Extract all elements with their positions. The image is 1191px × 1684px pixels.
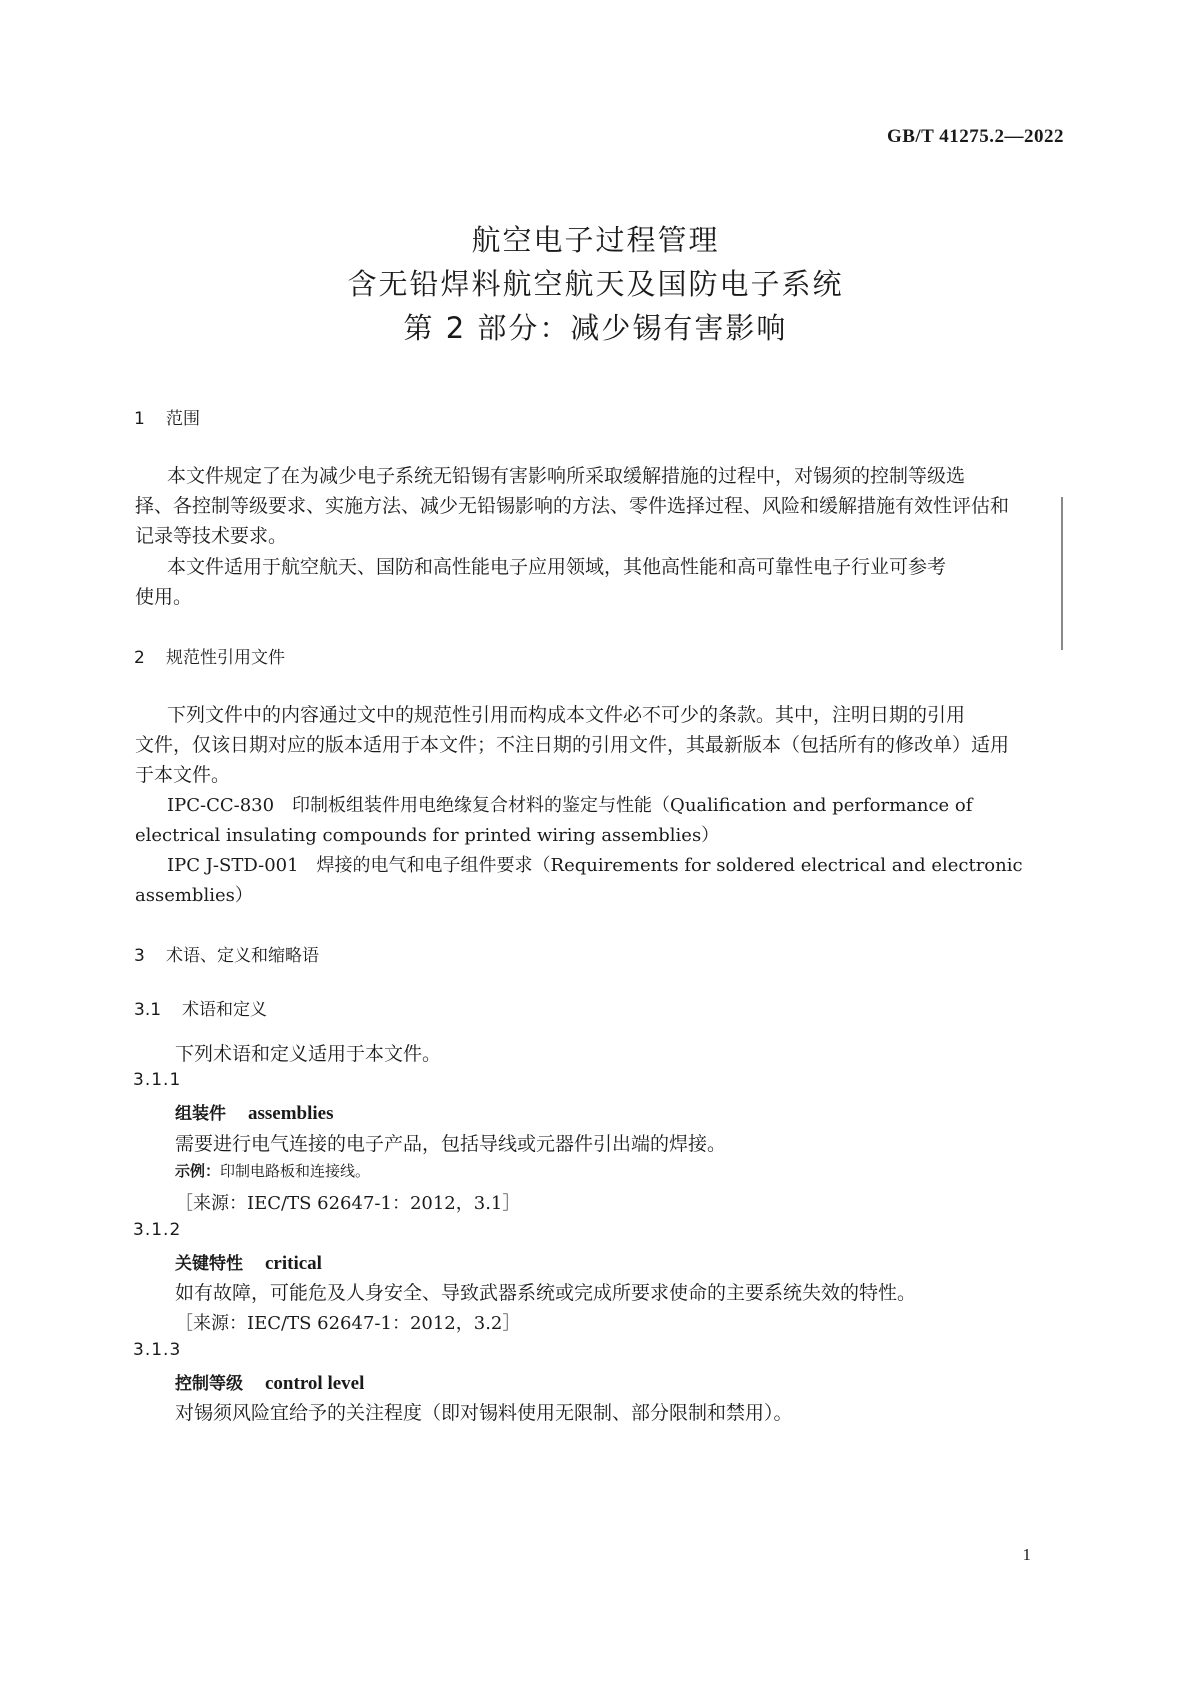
term-1-example-text: 印制电路板和连接线。 (220, 1162, 371, 1180)
section-3-title: 术语、定义和缩略语 (166, 946, 319, 966)
section-2-para-line-2: 文件，仅该日期对应的版本适用于本文件；不注日期的引用文件，其最新版本（包括所有的修改单）适用 (135, 734, 1010, 756)
section-1-title: 范围 (166, 409, 200, 429)
section-1-heading (134, 404, 200, 429)
term-2-source: ［来源：IEC/TS 62647-1：2012，3.2］ (175, 1313, 521, 1334)
term-3-number: 3.1.3 (133, 1340, 182, 1360)
document-title-line-3: 第 2 部分：减少锡有害影响 (403, 311, 788, 345)
subsection-3-1-heading (134, 995, 267, 1020)
section-2-number: 2 (134, 648, 145, 668)
reference-ipc-j-std-001-line-2: assemblies） (135, 885, 253, 906)
subsection-3-1-number: 3.1 (134, 1000, 162, 1020)
term-2-definition: 如有故障，可能危及人身安全、导致武器系统或完成所要求使命的主要系统失效的特性。 (175, 1282, 917, 1304)
reference-ipc-cc-830-line-2: electrical insulating compounds for printed wiring assemblies） (135, 825, 720, 846)
section-1-number: 1 (134, 409, 145, 429)
term-3-zh: 控制等级 (175, 1374, 243, 1394)
document-title-line-2: 含无铅焊料航空航天及国防电子系统 (347, 267, 844, 301)
page-number: 1 (1022, 1545, 1031, 1564)
section-1-para-2-line-1: 本文件适用于航空航天、国防和高性能电子应用领域，其他高性能和高可靠性电子行业可参考 (167, 556, 947, 578)
term-3-definition: 对锡须风险宜给予的关注程度（即对锡料使用无限制、部分限制和禁用）。 (175, 1402, 793, 1424)
section-2-title: 规范性引用文件 (166, 648, 285, 668)
terms-intro: 下列术语和定义适用于本文件。 (175, 1043, 442, 1065)
term-2-zh: 关键特性 (175, 1254, 243, 1274)
section-3-number: 3 (134, 946, 145, 966)
term-1-source: ［来源：IEC/TS 62647-1：2012，3.1］ (175, 1193, 521, 1214)
section-1-para-1-line-1: 本文件规定了在为减少电子系统无铅锡有害影响所采取缓解措施的过程中，对锡须的控制等级选 (167, 465, 966, 487)
document-title-line-1: 航空电子过程管理 (471, 223, 720, 257)
section-3-heading (134, 941, 319, 966)
term-1-en: assemblies (248, 1103, 334, 1124)
term-2-en: critical (265, 1253, 322, 1274)
reference-ipc-j-std-001-line-1: IPC J-STD-001 焊接的电气和电子组件要求（Requirements for soldered electrical and electronic (167, 855, 1023, 876)
section-1-para-1-line-2: 择、各控制等级要求、实施方法、减少无铅锡影响的方法、零件选择过程、风险和缓解措施有效性评估和 (135, 495, 1010, 517)
standard-number: GB/T 41275.2—2022 (886, 126, 1064, 147)
margin-change-bar (1061, 497, 1063, 650)
term-1-number: 3.1.1 (133, 1070, 182, 1090)
reference-ipc-cc-830-line-1: IPC-CC-830 印制板组装件用电绝缘复合材料的鉴定与性能（Qualification and performance of (167, 795, 973, 816)
section-2-heading (134, 643, 285, 668)
term-1-zh: 组装件 (175, 1104, 226, 1124)
section-2-para-line-3: 于本文件。 (135, 764, 231, 786)
term-2-number: 3.1.2 (133, 1220, 182, 1240)
term-1-heading (175, 1099, 334, 1125)
term-1-example (175, 1160, 370, 1181)
term-1-definition: 需要进行电气连接的电子产品，包括导线或元器件引出端的焊接。 (175, 1133, 727, 1155)
term-3-heading (175, 1369, 364, 1395)
term-3-en: control level (265, 1373, 365, 1394)
subsection-3-1-title: 术语和定义 (182, 1000, 267, 1020)
section-2-para-line-1: 下列文件中的内容通过文中的规范性引用而构成本文件必不可少的条款。其中，注明日期的引用 (167, 704, 966, 726)
term-1-example-label: 示例： (175, 1162, 221, 1180)
section-1-para-1-line-3: 记录等技术要求。 (135, 525, 288, 547)
term-2-heading (175, 1249, 322, 1275)
section-1-para-2-line-2: 使用。 (135, 586, 193, 608)
